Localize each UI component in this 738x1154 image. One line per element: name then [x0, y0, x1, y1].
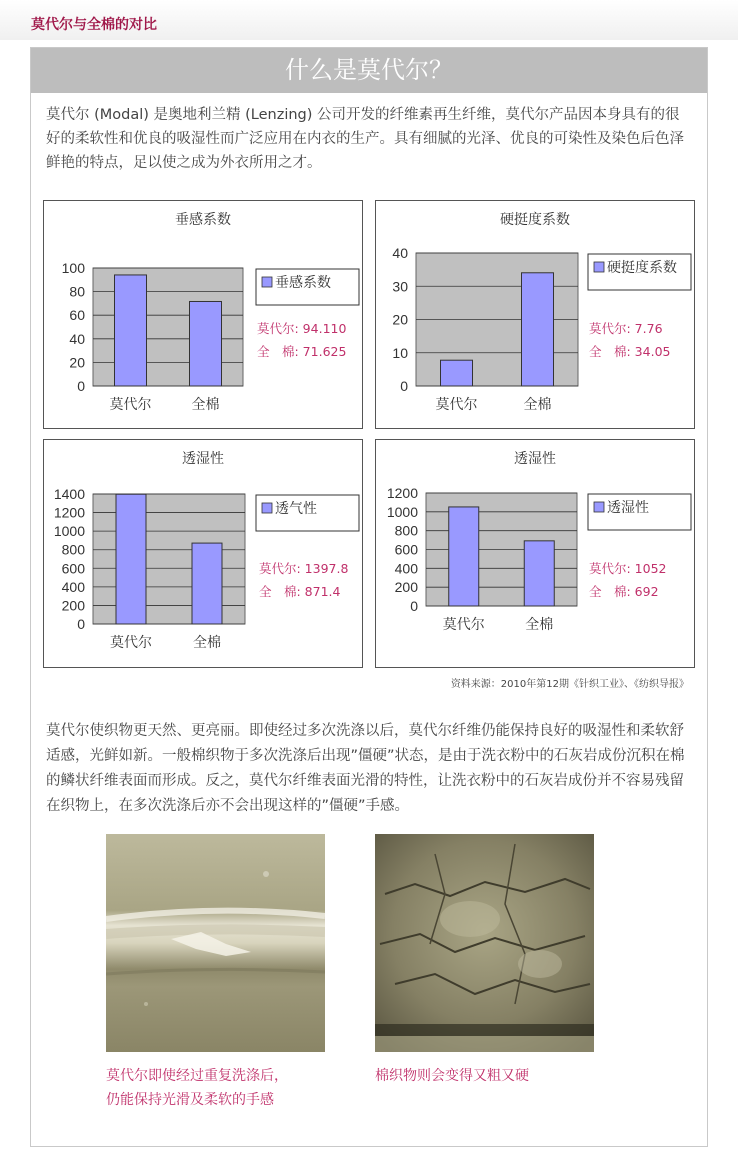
legend-swatch: [262, 277, 272, 287]
y-tick-label: 600: [394, 541, 418, 558]
bar-modal: [449, 507, 479, 606]
banner-title: 什么是莫代尔？: [31, 48, 707, 93]
chart-plot: [44, 201, 364, 430]
legend-swatch: [594, 502, 604, 512]
x-tick-label: 全棉: [191, 397, 220, 413]
bar-cotton: [192, 543, 222, 624]
chart-title: 透湿性: [182, 451, 224, 467]
bar-modal: [115, 275, 147, 386]
legend-label: 透气性: [275, 501, 317, 517]
cotton-fiber-micrograph-icon: [375, 834, 594, 1052]
y-tick-label: 1000: [53, 523, 85, 540]
bar-cotton: [190, 301, 222, 386]
y-tick-label: 400: [61, 578, 85, 595]
y-tick-label: 80: [69, 283, 85, 300]
chart-title: 垂感系数: [175, 212, 231, 228]
y-tick-label: 800: [394, 522, 418, 539]
chart-annotation-modal: 莫代尔: 94.110: [257, 321, 347, 336]
x-tick-label: 全棉: [193, 635, 221, 651]
y-tick-label: 1200: [386, 485, 418, 501]
y-tick-label: 20: [69, 354, 85, 371]
chart-breathability: [43, 439, 363, 668]
y-tick-label: 20: [392, 311, 408, 328]
legend-label: 透湿性: [607, 500, 649, 516]
y-tick-label: 0: [410, 598, 418, 614]
modal-photo-caption: 莫代尔即使经过重复洗涤后， 仍能保持光滑及柔软的手感: [106, 1068, 288, 1108]
y-tick-label: 1400: [53, 486, 85, 502]
body-paragraph: 莫代尔使织物更天然、更亮丽。即使经过多次洗涤以后，莫代尔纤维仍能保持良好的吸湿性和柔软舒适感，光鲜如新。一般棉织物于多次洗涤后出现”僵硬”状态，是由于洗衣粉中的石灰岩成份沉积在棉的鳞状纤维表面而形成。反之，莫代尔纤维表面光滑的特性，让洗衣粉中的石灰岩成份并不容易残留在织物上，在多次洗涤后亦不会出现这样的”僵硬”手感。: [46, 723, 685, 814]
cotton-photo-caption: 棉织物则会变得又粗又硬: [375, 1068, 529, 1084]
chart-title: 透湿性: [514, 451, 556, 467]
chart-annotation-cotton: 全 棉: 871.4: [259, 584, 341, 599]
y-tick-label: 100: [61, 260, 85, 276]
bar-modal: [441, 360, 473, 386]
bar-cotton: [522, 273, 554, 386]
intro-paragraph: 莫代尔 (Modal) 是奥地利兰精 (Lenzing) 公司开发的纤维素再生纤维，莫代尔产品因本身具有的很好的柔软性和优良的吸湿性而广泛应用在内衣的生产。具有细腻的光泽、优良的可染性及染色后色泽鲜艳的特点，足以使之成为外衣所用之才。: [46, 107, 684, 171]
modal-fiber-micrograph-icon: [106, 834, 325, 1052]
x-tick-label: 莫代尔: [109, 397, 152, 413]
content-frame: [30, 47, 708, 1147]
y-tick-label: 1200: [53, 504, 85, 521]
chart-annotation-modal: 莫代尔: 7.76: [589, 321, 663, 336]
chart-plot: [44, 440, 364, 669]
bar-modal: [116, 494, 146, 624]
x-tick-label: 莫代尔: [435, 397, 478, 413]
chart-drape-coefficient: [43, 200, 363, 429]
x-tick-label: 全棉: [525, 617, 554, 633]
legend-swatch: [262, 503, 272, 513]
y-tick-label: 10: [392, 344, 408, 361]
chart-annotation-cotton: 全 棉: 71.625: [257, 344, 347, 359]
chart-annotation-cotton: 全 棉: 34.05: [589, 344, 671, 359]
section-title: 莫代尔与全棉的对比: [31, 17, 157, 33]
x-tick-label: 莫代尔: [442, 617, 485, 633]
chart-moisture-permeability: [375, 439, 695, 668]
chart-plot: [376, 201, 696, 430]
chart-title: 硬挺度系数: [500, 212, 570, 228]
chart-annotation-modal: 莫代尔: 1052: [589, 561, 667, 576]
y-tick-label: 60: [69, 307, 85, 324]
chart-stiffness-coefficient: [375, 200, 695, 429]
y-tick-label: 1000: [386, 503, 418, 520]
legend-swatch: [594, 262, 604, 272]
chart-annotation-modal: 莫代尔: 1397.8: [259, 561, 349, 576]
y-tick-label: 0: [77, 616, 85, 632]
y-tick-label: 800: [61, 541, 85, 558]
x-tick-label: 全棉: [523, 397, 552, 413]
chart-plot: [376, 440, 696, 669]
y-tick-label: 40: [392, 245, 408, 261]
y-tick-label: 0: [400, 378, 408, 394]
y-tick-label: 200: [61, 597, 85, 614]
source-note: 资料来源：2010年第12期《针织工业》、《纺织导报》: [450, 679, 689, 690]
y-tick-label: 400: [394, 560, 418, 577]
y-tick-label: 0: [77, 378, 85, 394]
y-tick-label: 600: [61, 560, 85, 577]
legend-label: 硬挺度系数: [607, 260, 677, 276]
x-tick-label: 莫代尔: [110, 635, 152, 651]
y-tick-label: 40: [69, 330, 85, 347]
y-tick-label: 200: [394, 579, 418, 596]
chart-annotation-cotton: 全 棉: 692: [589, 584, 659, 599]
legend-label: 垂感系数: [275, 275, 331, 291]
bar-cotton: [524, 541, 554, 606]
y-tick-label: 30: [392, 278, 408, 295]
